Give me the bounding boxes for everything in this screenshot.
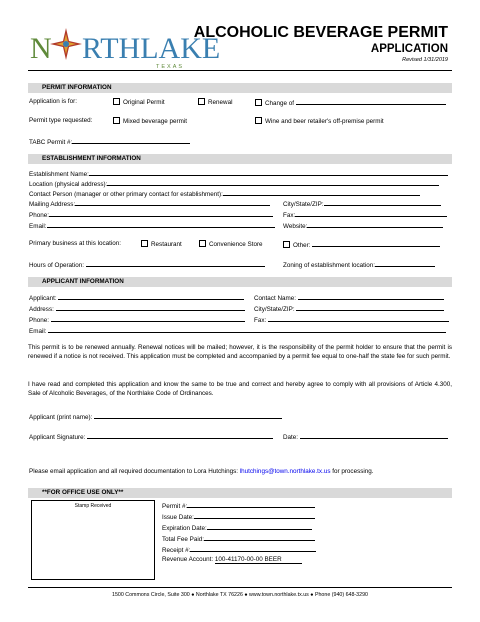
option-label: Wine and beer retailer's off-premise permit: [265, 118, 384, 125]
est-phone-field[interactable]: [49, 210, 273, 217]
logo-wordmark: RTHLAKE: [82, 32, 221, 65]
option-label: Convenience Store: [209, 241, 263, 248]
original-permit-checkbox[interactable]: [113, 98, 120, 105]
applicant-field[interactable]: [58, 293, 244, 300]
permit-type-label: Permit type requested:: [29, 117, 93, 124]
tabc-label: TABC Permit #:: [29, 139, 73, 146]
total-fee-field[interactable]: [204, 534, 315, 541]
receipt-label: Receipt #:: [162, 547, 191, 554]
option-label: Renewal: [208, 99, 233, 106]
compass-star-icon: [50, 28, 82, 60]
application-for-label: Application is for:: [29, 98, 77, 105]
issue-date-row: [162, 512, 315, 521]
est-email-label: Email:: [29, 223, 47, 230]
option-label: Restaurant: [151, 241, 182, 248]
contact-row: [29, 189, 420, 198]
contact-name-row: [254, 293, 444, 302]
app-email-field[interactable]: [48, 326, 446, 333]
email-suffix: for processing.: [330, 468, 374, 475]
location-label: Location (physical address):: [29, 181, 108, 188]
email-instruction: [29, 468, 374, 475]
other-option[interactable]: [283, 240, 440, 249]
office-permit-label: Permit #:: [162, 503, 188, 510]
date-field[interactable]: [300, 432, 448, 439]
option-label: Change of: [265, 100, 295, 107]
signature-row: [29, 432, 273, 441]
option-label: Other:: [293, 242, 311, 249]
section-title: ESTABLISHMENT INFORMATION: [42, 155, 141, 162]
mixed-beverage-checkbox[interactable]: [113, 117, 120, 124]
mailing-label: Mailing Address:: [29, 201, 76, 208]
est-email-field[interactable]: [47, 221, 275, 228]
app-fax-label: Fax:: [254, 317, 267, 324]
issue-date-field[interactable]: [194, 512, 315, 519]
app-email-row: [29, 326, 446, 335]
contact-name-label: Contact Name:: [254, 295, 296, 302]
location-field[interactable]: [107, 179, 439, 186]
date-row: [283, 432, 448, 441]
app-phone-field[interactable]: [51, 315, 245, 322]
establishment-name-row: [29, 169, 448, 178]
header-divider: [28, 70, 452, 71]
est-fax-row: [283, 210, 447, 219]
business-label: Primary business at this location:: [29, 240, 122, 247]
office-use-header: [28, 488, 452, 498]
website-field[interactable]: [307, 221, 443, 228]
zoning-label: Zoning of establishment location:: [283, 262, 376, 269]
est-city-field[interactable]: [324, 199, 441, 206]
northlake-logo: [28, 22, 221, 70]
contact-name-field[interactable]: [298, 293, 444, 300]
contact-field[interactable]: [223, 189, 420, 196]
address-field[interactable]: [56, 304, 245, 311]
convenience-option[interactable]: [199, 240, 263, 248]
other-checkbox[interactable]: [283, 241, 290, 248]
app-phone-label: Phone:: [29, 317, 49, 324]
applicant-label: Applicant:: [29, 295, 57, 302]
receipt-row: [162, 545, 316, 554]
logo-letter-n: N: [30, 32, 52, 65]
total-fee-label: Total Fee Paid:: [162, 536, 205, 543]
footer-divider: [28, 587, 452, 588]
renewal-option[interactable]: [198, 98, 233, 106]
website-label: Website:: [283, 223, 308, 230]
hours-field[interactable]: [86, 260, 265, 267]
email-prefix: Please email application and all required documentation to Lora Hutchings:: [29, 468, 240, 475]
hours-row: [29, 260, 265, 269]
mailing-field[interactable]: [75, 199, 270, 206]
stamp-received-box: [31, 500, 155, 580]
est-phone-label: Phone:: [29, 212, 49, 219]
mailing-row: [29, 199, 270, 208]
stamp-label: Stamp Received: [74, 503, 112, 509]
est-fax-field[interactable]: [295, 210, 447, 217]
app-city-label: City/State/ZIP:: [254, 306, 295, 313]
issue-date-label: Issue Date:: [162, 514, 194, 521]
original-permit-option[interactable]: [113, 98, 165, 106]
print-name-row: [29, 412, 282, 421]
convenience-checkbox[interactable]: [199, 240, 206, 247]
print-name-label: Applicant (print name):: [29, 414, 93, 421]
app-fax-row: [254, 315, 449, 324]
date-label: Date:: [283, 434, 299, 441]
applicant-info-header: [28, 277, 452, 287]
email-link[interactable]: lhutchings@town.northlake.tx.us: [239, 468, 331, 475]
logo-texas: TEXAS: [156, 64, 185, 70]
other-field[interactable]: [312, 240, 440, 247]
address-label: Address:: [29, 306, 54, 313]
logo-graphic: [28, 22, 221, 70]
signature-label: Applicant Signature:: [29, 434, 86, 441]
section-title: **FOR OFFICE USE ONLY**: [42, 489, 124, 496]
zoning-row: [283, 260, 435, 269]
establishment-name-field[interactable]: [89, 169, 448, 176]
establishment-name-label: Establishment Name:: [29, 171, 89, 178]
wine-beer-checkbox[interactable]: [255, 117, 262, 124]
office-permit-field[interactable]: [187, 501, 315, 508]
app-city-row: [254, 304, 444, 313]
page-subtitle: APPLICATION: [370, 43, 448, 55]
app-fax-field[interactable]: [268, 315, 449, 322]
change-of-field[interactable]: [296, 98, 446, 105]
revenue-account-label: Revenue Account:: [162, 556, 214, 563]
tabc-row: [29, 137, 190, 146]
wine-beer-option[interactable]: [255, 117, 384, 125]
zoning-field[interactable]: [375, 260, 435, 267]
footer-address: 1500 Commons Circle, Suite 300 ● Northlake TX 76226 ● www.town.northlake.tx.us ● Phone (940) 648-3290: [112, 592, 368, 598]
office-permit-row: [162, 501, 315, 510]
affirmation-text: I have read and completed this application and know the same to be true and correct and hereby agree to comply with all provisions of Article 4.300, Sale of Alcoholic Beverages, of the Northlake Code of Ordinances.: [28, 381, 452, 398]
contact-label: Contact Person (manager or other primary contact for establishment):: [29, 191, 223, 198]
app-email-label: Email:: [29, 328, 47, 335]
section-title: PERMIT INFORMATION: [42, 84, 112, 91]
app-phone-row: [29, 315, 245, 324]
section-title: APPLICANT INFORMATION: [42, 278, 124, 285]
tabc-field[interactable]: [72, 137, 190, 144]
hours-label: Hours of Operation:: [29, 262, 84, 269]
revision-date: Revised 1/31/2019: [402, 57, 448, 63]
location-row: [29, 179, 439, 188]
website-row: [283, 221, 443, 230]
est-phone-row: [29, 210, 273, 219]
revenue-account-row: [162, 556, 302, 563]
option-label: Mixed beverage permit: [123, 118, 188, 125]
est-email-row: [29, 221, 275, 230]
change-option[interactable]: [255, 98, 446, 107]
renewal-notice: This permit is to be renewed annually. Renewal notices will be mailed; however, it is the responsibility of the permit holder to ensure that the permit is renewed if a notice is not received. This application must be completed and accompanied by a permit fee equal to one-half the state fee for such permit.: [28, 344, 452, 361]
applicant-row: [29, 293, 244, 302]
signature-field[interactable]: [87, 432, 273, 439]
option-label: Original Permit: [123, 99, 165, 106]
receipt-field[interactable]: [190, 545, 316, 552]
renewal-checkbox[interactable]: [198, 98, 205, 105]
restaurant-option[interactable]: [141, 240, 182, 248]
expiration-date-row: [162, 523, 312, 532]
mixed-beverage-option[interactable]: [113, 117, 187, 125]
page-title: ALCOHOLIC BEVERAGE PERMIT: [193, 24, 448, 41]
est-city-row: [283, 199, 441, 208]
establishment-info-header: [28, 154, 452, 164]
print-name-field[interactable]: [94, 412, 282, 419]
change-checkbox[interactable]: [255, 99, 262, 106]
revenue-account-value: 100-41170-00-00 BEER: [215, 556, 302, 564]
est-fax-label: Fax:: [283, 212, 296, 219]
address-row: [29, 304, 245, 313]
app-city-field[interactable]: [296, 304, 444, 311]
total-fee-row: [162, 534, 315, 543]
expiration-date-field[interactable]: [207, 523, 312, 530]
permit-info-header: [28, 83, 452, 93]
est-city-label: City/State/ZIP:: [283, 201, 324, 208]
restaurant-checkbox[interactable]: [141, 240, 148, 247]
expiration-date-label: Expiration Date:: [162, 525, 207, 532]
